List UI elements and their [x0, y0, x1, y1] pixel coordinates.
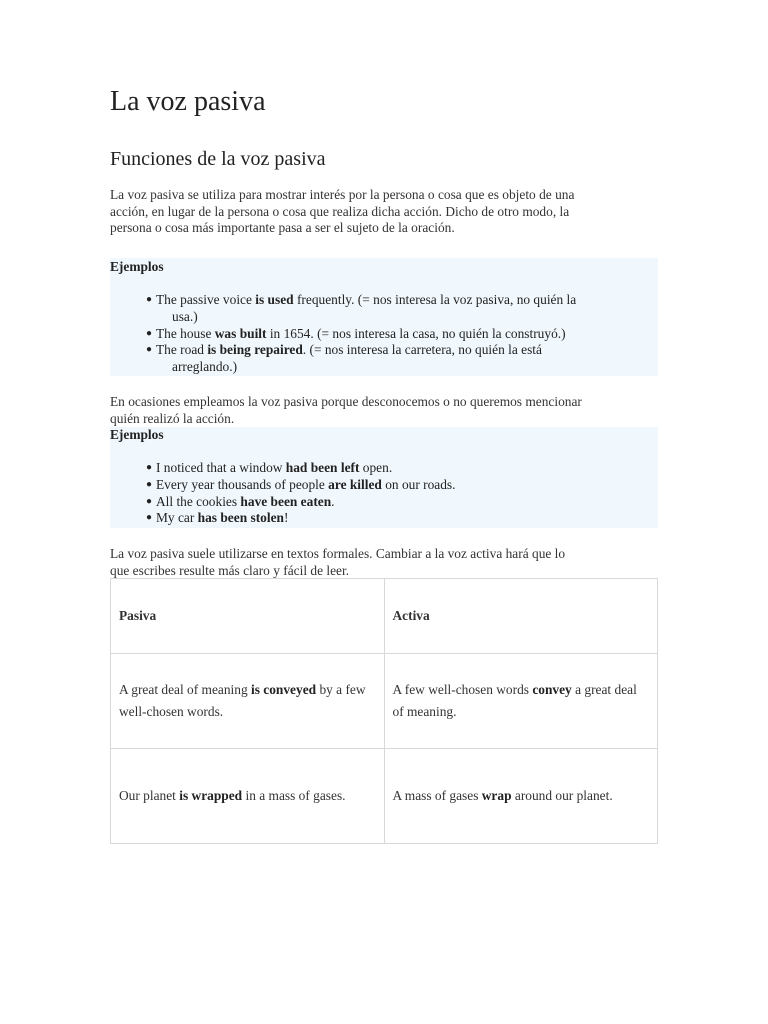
paragraph-line: que escribes resulte más claro y fácil de leer. [110, 562, 350, 578]
bullet-icon: ● [146, 478, 153, 490]
examples-label: Ejemplos [110, 259, 164, 274]
header-pasiva: Pasiva [111, 579, 385, 654]
bullet-icon: ● [146, 294, 153, 305]
intro-line: acción, en lugar de la persona o cosa que realiza dicha acción. Dicho de otro modo, la [110, 203, 570, 219]
list-item: ● My car has been stolen! [146, 510, 289, 526]
bullet-icon: ● [146, 512, 153, 524]
intro-line: persona o cosa más importante pasa a ser el sujeto de la oración. [110, 220, 455, 235]
intro-line: La voz pasiva se utiliza para mostrar interés por la persona o cosa que es objeto de una [110, 187, 575, 202]
cell-pasiva: A great deal of meaning is conveyed by a few well-chosen words. [111, 654, 385, 749]
bullet-icon: ● [146, 344, 153, 356]
examples-box-1 [110, 258, 658, 376]
examples-list [110, 292, 658, 376]
bullet-icon: ● [146, 495, 153, 507]
header-activa: Activa [384, 579, 658, 654]
examples-box-2 [110, 427, 658, 528]
table-row [111, 749, 658, 844]
comparison-table [110, 578, 658, 844]
examples-list [110, 460, 658, 527]
cell-pasiva: Our planet is wrapped in a mass of gases. [111, 749, 385, 844]
paragraph-3 [110, 546, 658, 579]
list-item: ● All the cookies have been eaten. [146, 493, 335, 509]
list-item: ● Every year thousands of people are killed on our roads. [146, 476, 456, 492]
table-header-row [111, 579, 658, 654]
cell-activa: A mass of gases wrap around our planet. [384, 749, 658, 844]
page-title: La voz pasiva [110, 86, 266, 117]
bullet-icon: ● [146, 327, 153, 339]
bullet-icon: ● [146, 462, 153, 473]
paragraph-line: quién realizó la acción. [110, 410, 235, 426]
paragraph-line: En ocasiones empleamos la voz pasiva porque desconocemos o no queremos mencionar [110, 394, 582, 409]
cell-activa: A few well-chosen words convey a great deal of meaning. [384, 654, 658, 749]
examples-label: Ejemplos [110, 427, 164, 442]
section-title: Funciones de la voz pasiva [110, 148, 326, 170]
intro-paragraph [110, 187, 658, 237]
list-item: ● The passive voice is used frequently. (= nos interesa la voz pasiva, no quién la usa.) [146, 292, 577, 324]
list-item: ● I noticed that a window had been left open. [146, 460, 393, 475]
list-item: ● The house was built in 1654. (= nos interesa la casa, no quién la construyó.) [146, 325, 566, 341]
list-item: ● The road is being repaired. (= nos interesa la carretera, no quién la está arreglando.) [146, 342, 542, 375]
table-row [111, 654, 658, 749]
paragraph-2 [110, 394, 658, 427]
paragraph-line: La voz pasiva suele utilizarse en textos formales. Cambiar a la voz activa hará que lo [110, 546, 566, 561]
